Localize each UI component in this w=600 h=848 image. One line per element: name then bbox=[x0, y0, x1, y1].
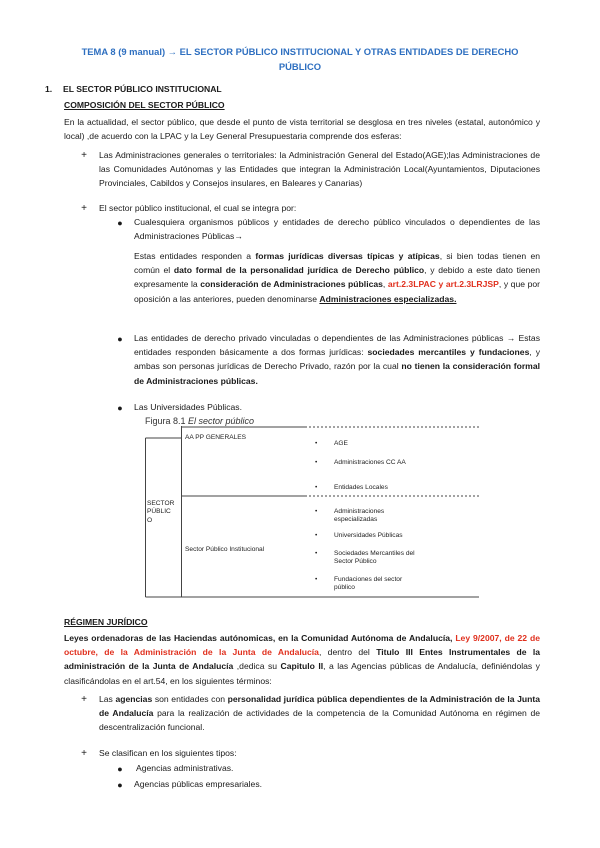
figure-group-generales: AA PP GENERALES bbox=[185, 434, 247, 441]
figure-item: AGE bbox=[334, 440, 348, 447]
figure-root-label: SECTOR PÚBLIC O bbox=[147, 500, 175, 524]
bullet-organismos: Cualesquiera organismos públicos y entidades de derecho público vinculados o dependientes de las Administraciones Públicas→ bbox=[134, 217, 540, 242]
figure-item-dot-icon: • bbox=[315, 576, 318, 583]
bullet-organismos-detail: Estas entidades responden a formas jurídicas diversas típicas y atípicas, si bien todas tienen en común el dato formal de la personalidad jurídica de Derecho público, y debido a este dato tienen expresamente la consideración de Administraciones públicas, art.2.3LPAC y art.2.3LRJSP, y que por oposición a las anteriores, pueden denominarse Administraciones especializadas. bbox=[134, 251, 541, 304]
type-item: Agencias públicas empresariales. bbox=[134, 779, 263, 789]
figure-item-dot-icon: • bbox=[315, 440, 318, 447]
document-title: TEMA 8 (9 manual) → EL SECTOR PÚBLICO INSTITUCIONAL Y OTRAS ENTIDADES DE DERECHO PÚBLICO bbox=[81, 46, 519, 72]
plus-bullet-icon: + bbox=[81, 694, 87, 705]
regime-heading: RÉGIMEN JURÍDICO bbox=[64, 617, 148, 627]
figure-frame bbox=[145, 426, 480, 598]
section-heading bbox=[45, 82, 222, 96]
bullet-dot-icon: ● bbox=[117, 334, 123, 344]
figure-item-dot-icon: • bbox=[315, 550, 318, 557]
plus-bullet-icon: + bbox=[81, 203, 87, 214]
figure-item: Entidades Locales bbox=[334, 484, 388, 491]
list-item-admin-generales: Las Administraciones generales o territoriales: la Administración General del Estado(AGE);las Administraciones de las Comunidades Autónomas y las Entidades que integran la Administración Local(Ayuntamientos, Diputaciones Provinciales, Cabildos y Consejos insulares, en Baleares y Canarias) bbox=[99, 150, 540, 189]
figure-item: Universidades Públicas bbox=[334, 532, 403, 539]
plus-bullet-icon: + bbox=[81, 748, 87, 759]
figure-item-dot-icon: • bbox=[315, 508, 318, 515]
section-number: 1. bbox=[45, 84, 53, 94]
bullet-dot-icon: ● bbox=[117, 218, 123, 228]
intro-paragraph: En la actualidad, el sector público, que desde el punto de vista territorial se desglosa en tres niveles (estatal, autonómico y local) ,de acuerdo con la LPAC y la Ley General Presupuestaria comprende dos esferas: bbox=[64, 117, 540, 142]
figure-item-dot-icon: • bbox=[315, 484, 318, 491]
regime-item-tipos: Se clasifican en los siguientes tipos: bbox=[99, 748, 237, 758]
figure-group-institucional: Sector Público Institucional bbox=[185, 546, 265, 553]
figure-item: Sociedades Mercantiles del Sector Público bbox=[334, 550, 415, 566]
figure-item: Administraciones CC AA bbox=[334, 459, 406, 466]
figure-item: Fundaciones del sector público bbox=[334, 576, 403, 592]
regime-item-agencias: Las agencias son entidades con personalidad jurídica pública dependientes de la Administración de la Junta de Andalucía para la realización de actividades de la competencia de la Comunidad Autónoma en régimen de descentralización funcional. bbox=[99, 694, 541, 733]
type-item: Agencias administrativas. bbox=[136, 763, 234, 773]
composition-heading: COMPOSICIÓN DEL SECTOR PÚBLICO bbox=[64, 100, 225, 110]
bullet-universidades: Las Universidades Públicas. bbox=[134, 402, 242, 412]
section-title: EL SECTOR PÚBLICO INSTITUCIONAL bbox=[63, 84, 222, 94]
regime-paragraph: Leyes ordenadoras de las Haciendas autónomicas, en la Comunidad Autónoma de Andalucía, Ley 9/2007, de 22 de octubre, de la Administración de la Junta de Andalucía, dentro del Titulo III Entes Instrumentales de la administración de la Junta de Andalucía ,dedica su Capitulo II, a las Agencias públicas de Andalucía, definiéndolas y clasificándolas en el art.54, en los siguientes términos: bbox=[64, 633, 541, 686]
figure-caption: Figura 8.1 El sector público bbox=[145, 416, 255, 426]
plus-bullet-icon: + bbox=[81, 150, 87, 161]
bullet-entidades-privadas: Las entidades de derecho privado vinculadas o dependientes de las Administraciones públicas → Estas entidades responden básicamente a dos formas jurídicas: sociedades mercantiles y fundaciones, y ambas son personas jurídicas de Derecho Privado, razón por la cual no tienen la consideración formal de Administraciones públicas. bbox=[134, 333, 540, 386]
sector-publico-figure bbox=[145, 426, 480, 598]
bullet-dot-icon: ● bbox=[117, 780, 123, 790]
bullet-dot-icon: ● bbox=[117, 764, 123, 774]
list-item-sector-institucional: El sector público institucional, el cual se integra por: bbox=[99, 203, 297, 213]
bullet-dot-icon: ● bbox=[117, 403, 123, 413]
figure-item-dot-icon: • bbox=[315, 459, 318, 466]
figure-item-dot-icon: • bbox=[315, 532, 318, 539]
figure-item: Administraciones especializadas bbox=[334, 508, 385, 524]
